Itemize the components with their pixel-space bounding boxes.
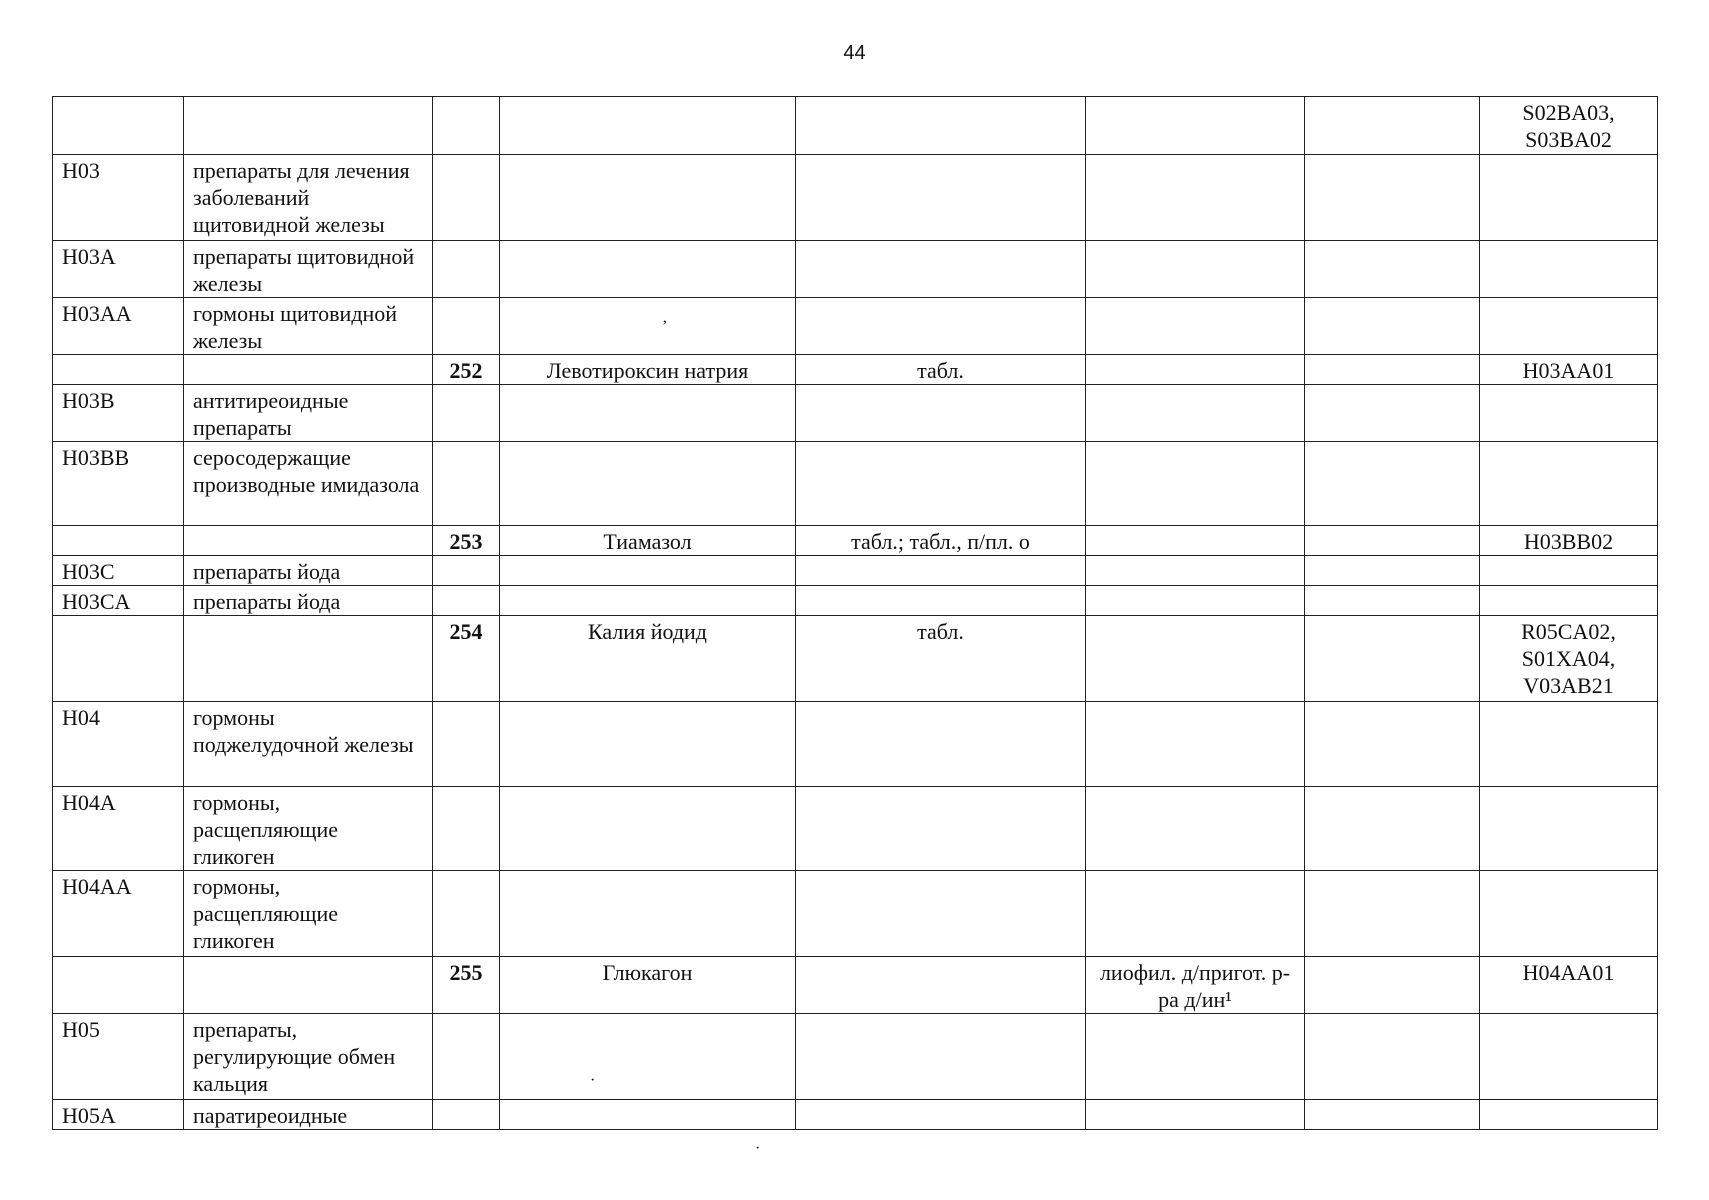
drug-name-cell — [500, 1014, 796, 1100]
drug-name-cell: Калия йодид — [500, 616, 796, 702]
extra-cell — [1305, 97, 1480, 155]
dosage-form-extra-cell — [1086, 616, 1305, 702]
atc-group-code-cell: H03 — [53, 155, 184, 241]
atc-group-code-cell — [53, 616, 184, 702]
item-number-cell — [433, 871, 500, 957]
group-name-cell: гормоны, расщепляющие гликоген — [184, 871, 433, 957]
dosage-form-cell — [796, 787, 1086, 871]
atc-code-cell — [1480, 586, 1658, 616]
drug-name-cell — [500, 871, 796, 957]
dosage-form-cell — [796, 241, 1086, 298]
extra-cell — [1305, 355, 1480, 385]
extra-cell — [1305, 298, 1480, 355]
dosage-form-extra-cell — [1086, 241, 1305, 298]
item-number-cell — [433, 385, 500, 442]
atc-code-cell — [1480, 871, 1658, 957]
atc-group-code-cell: H03BB — [53, 442, 184, 526]
dosage-form-cell — [796, 556, 1086, 586]
dosage-form-cell — [796, 298, 1086, 355]
atc-group-code-cell — [53, 97, 184, 155]
group-name-cell — [184, 526, 433, 556]
scan-mark: ʼ — [662, 318, 668, 335]
dosage-form-extra-cell — [1086, 586, 1305, 616]
drug-name-cell — [500, 442, 796, 526]
drug-name-cell: Тиамазол — [500, 526, 796, 556]
atc-group-code-cell: H03CA — [53, 586, 184, 616]
table-row — [53, 556, 1658, 586]
drug-name-cell — [500, 586, 796, 616]
scan-mark: · — [590, 1072, 596, 1089]
dosage-form-cell: табл. — [796, 355, 1086, 385]
medication-table — [52, 96, 1658, 1130]
dosage-form-extra-cell — [1086, 97, 1305, 155]
table-row — [53, 957, 1658, 1014]
atc-group-code-cell: H03B — [53, 385, 184, 442]
group-name-cell — [184, 616, 433, 702]
dosage-form-extra-cell — [1086, 871, 1305, 957]
drug-name-cell — [500, 385, 796, 442]
dosage-form-extra-cell — [1086, 385, 1305, 442]
drug-name-cell: Левотироксин натрия — [500, 355, 796, 385]
atc-code-cell — [1480, 702, 1658, 787]
atc-group-code-cell — [53, 526, 184, 556]
drug-name-cell — [500, 1100, 796, 1130]
table-row — [53, 298, 1658, 355]
drug-name-cell: Глюкагон — [500, 957, 796, 1014]
atc-group-code-cell: H03AA — [53, 298, 184, 355]
atc-code-cell — [1480, 385, 1658, 442]
table-row — [53, 871, 1658, 957]
atc-code-cell — [1480, 442, 1658, 526]
atc-code-cell: H04AA01 — [1480, 957, 1658, 1014]
table-row — [53, 241, 1658, 298]
table-row — [53, 1014, 1658, 1100]
item-number-cell: 253 — [433, 526, 500, 556]
extra-cell — [1305, 702, 1480, 787]
atc-group-code-cell: H03A — [53, 241, 184, 298]
atc-code-cell: S02BA03, S03BA02 — [1480, 97, 1658, 155]
group-name-cell: препараты йода — [184, 586, 433, 616]
item-number-cell — [433, 1100, 500, 1130]
item-number-cell: 254 — [433, 616, 500, 702]
extra-cell — [1305, 586, 1480, 616]
table-row — [53, 385, 1658, 442]
drug-name-cell — [500, 241, 796, 298]
extra-cell — [1305, 787, 1480, 871]
atc-code-cell: H03AA01 — [1480, 355, 1658, 385]
dosage-form-extra-cell — [1086, 298, 1305, 355]
table-row — [53, 1100, 1658, 1130]
table-row — [53, 526, 1658, 556]
atc-code-cell — [1480, 298, 1658, 355]
extra-cell — [1305, 1014, 1480, 1100]
dosage-form-cell: табл.; табл., п/пл. о — [796, 526, 1086, 556]
dosage-form-extra-cell — [1086, 155, 1305, 241]
dosage-form-cell — [796, 1100, 1086, 1130]
item-number-cell — [433, 556, 500, 586]
atc-group-code-cell — [53, 957, 184, 1014]
drug-name-cell — [500, 97, 796, 155]
extra-cell — [1305, 1100, 1480, 1130]
table-row — [53, 616, 1658, 702]
dosage-form-cell — [796, 871, 1086, 957]
table-row — [53, 355, 1658, 385]
dosage-form-cell — [796, 385, 1086, 442]
item-number-cell — [433, 787, 500, 871]
atc-code-cell — [1480, 241, 1658, 298]
dosage-form-extra-cell — [1086, 526, 1305, 556]
item-number-cell — [433, 586, 500, 616]
group-name-cell: препараты для лечения заболеваний щитовидной железы — [184, 155, 433, 241]
group-name-cell — [184, 97, 433, 155]
dosage-form-cell — [796, 702, 1086, 787]
item-number-cell: 255 — [433, 957, 500, 1014]
atc-group-code-cell: H04A — [53, 787, 184, 871]
atc-code-cell — [1480, 1014, 1658, 1100]
dosage-form-extra-cell: лиофил. д/пригот. р-ра д/ин¹ — [1086, 957, 1305, 1014]
drug-name-cell — [500, 556, 796, 586]
atc-code-cell: H03BB02 — [1480, 526, 1658, 556]
dosage-form-cell — [796, 586, 1086, 616]
dosage-form-cell — [796, 442, 1086, 526]
dosage-form-extra-cell — [1086, 702, 1305, 787]
drug-name-cell — [500, 155, 796, 241]
drug-name-cell — [500, 702, 796, 787]
dosage-form-cell — [796, 155, 1086, 241]
atc-code-cell — [1480, 1100, 1658, 1130]
atc-group-code-cell: H04 — [53, 702, 184, 787]
extra-cell — [1305, 155, 1480, 241]
dosage-form-extra-cell — [1086, 442, 1305, 526]
atc-code-cell — [1480, 556, 1658, 586]
table-row — [53, 787, 1658, 871]
atc-group-code-cell: H04AA — [53, 871, 184, 957]
item-number-cell — [433, 298, 500, 355]
group-name-cell: серосодержащие производные имидазола — [184, 442, 433, 526]
atc-group-code-cell: H05 — [53, 1014, 184, 1100]
atc-code-cell — [1480, 155, 1658, 241]
atc-group-code-cell: H03C — [53, 556, 184, 586]
dosage-form-cell — [796, 1014, 1086, 1100]
group-name-cell: препараты щитовидной железы — [184, 241, 433, 298]
extra-cell — [1305, 616, 1480, 702]
dosage-form-cell — [796, 97, 1086, 155]
extra-cell — [1305, 442, 1480, 526]
table-row — [53, 442, 1658, 526]
dosage-form-extra-cell — [1086, 355, 1305, 385]
page-number: 44 — [843, 42, 866, 64]
extra-cell — [1305, 957, 1480, 1014]
group-name-cell — [184, 355, 433, 385]
drug-name-cell — [500, 787, 796, 871]
dosage-form-extra-cell — [1086, 1014, 1305, 1100]
item-number-cell — [433, 1014, 500, 1100]
table-row — [53, 586, 1658, 616]
item-number-cell — [433, 442, 500, 526]
extra-cell — [1305, 241, 1480, 298]
atc-code-cell: R05CA02, S01XA04, V03AB21 — [1480, 616, 1658, 702]
scan-mark: · — [755, 1140, 761, 1157]
dosage-form-extra-cell — [1086, 787, 1305, 871]
item-number-cell — [433, 241, 500, 298]
item-number-cell — [433, 97, 500, 155]
group-name-cell: антитиреоидные препараты — [184, 385, 433, 442]
dosage-form-cell — [796, 957, 1086, 1014]
table-row — [53, 97, 1658, 155]
group-name-cell: препараты, регулирующие обмен кальция — [184, 1014, 433, 1100]
group-name-cell: паратиреоидные — [184, 1100, 433, 1130]
item-number-cell — [433, 155, 500, 241]
group-name-cell: гормоны щитовидной железы — [184, 298, 433, 355]
drug-name-cell — [500, 298, 796, 355]
extra-cell — [1305, 871, 1480, 957]
extra-cell — [1305, 526, 1480, 556]
group-name-cell: препараты йода — [184, 556, 433, 586]
atc-group-code-cell: H05A — [53, 1100, 184, 1130]
group-name-cell — [184, 957, 433, 1014]
table-row — [53, 702, 1658, 787]
atc-group-code-cell — [53, 355, 184, 385]
group-name-cell: гормоны поджелудочной железы — [184, 702, 433, 787]
dosage-form-extra-cell — [1086, 1100, 1305, 1130]
item-number-cell — [433, 702, 500, 787]
atc-code-cell — [1480, 787, 1658, 871]
dosage-form-extra-cell — [1086, 556, 1305, 586]
extra-cell — [1305, 556, 1480, 586]
table-row — [53, 155, 1658, 241]
dosage-form-cell: табл. — [796, 616, 1086, 702]
item-number-cell: 252 — [433, 355, 500, 385]
group-name-cell: гормоны, расщепляющие гликоген — [184, 787, 433, 871]
extra-cell — [1305, 385, 1480, 442]
